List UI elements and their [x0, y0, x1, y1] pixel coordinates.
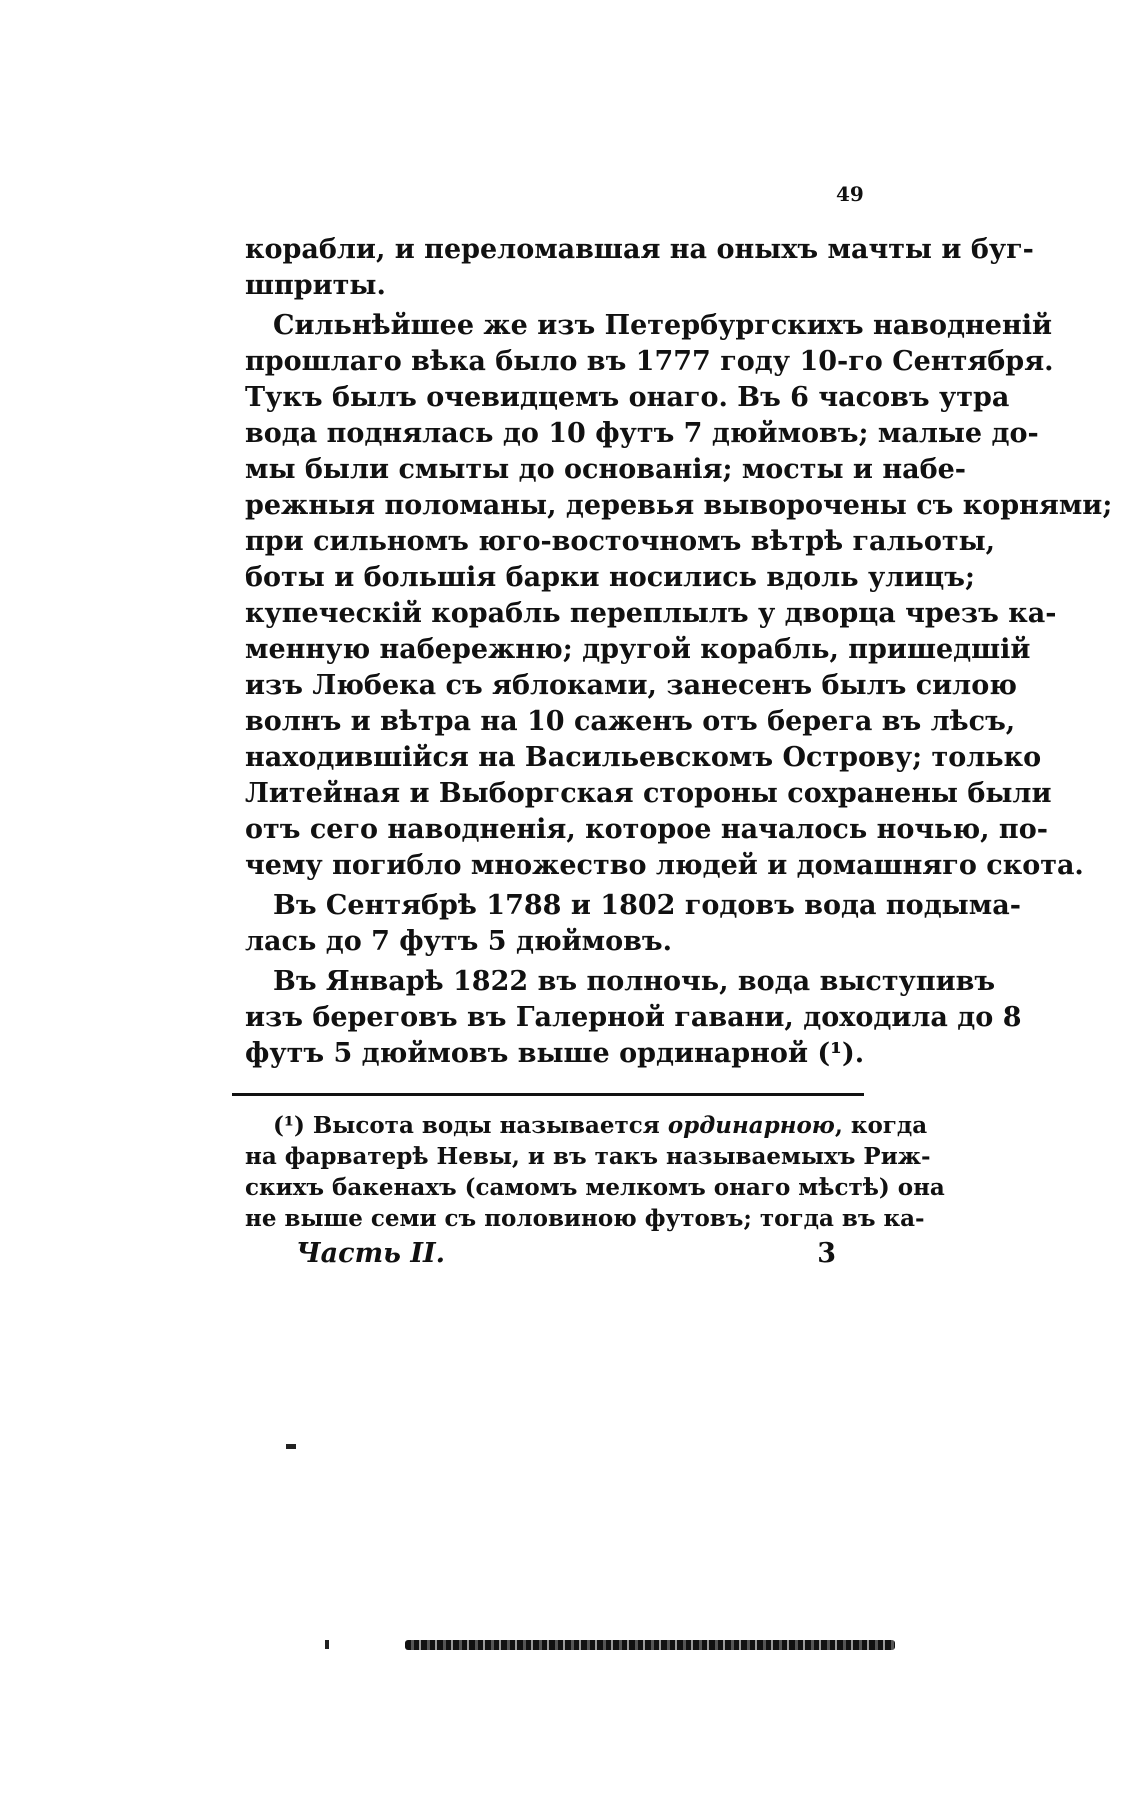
- text-line: волнъ и вѣтра на 10 саженъ отъ берега въ лѣсъ,: [245, 706, 1016, 737]
- text-line: Въ Сентябрѣ 1788 и 1802 годовъ вода подыма-: [273, 890, 1021, 921]
- text-line: Въ Январѣ 1822 въ полночь, вода выступивъ: [273, 966, 996, 997]
- text-line: боты и большія барки носились вдоль улицъ;: [245, 562, 975, 593]
- text-line: при сильномъ юго-восточномъ вѣтрѣ гальоты,: [245, 526, 996, 557]
- footnote: [245, 1110, 945, 1234]
- text-line: прошлаго вѣка было въ 1777 году 10-го Сентября.: [245, 346, 1054, 377]
- text-line: футъ 5 дюймовъ выше ординарной (¹).: [245, 1038, 865, 1069]
- part-label: Часть II.: [296, 1238, 446, 1269]
- text-line: вода поднялась до 10 футъ 7 дюймовъ; малые до-: [245, 418, 1039, 449]
- text-line: лась до 7 футъ 5 дюймовъ.: [245, 926, 672, 957]
- text-line: менную набережню; другой корабль, пришедшій: [245, 634, 1031, 665]
- footnote-line: [245, 1172, 945, 1203]
- printer-signature: [296, 1238, 836, 1269]
- text-line: купеческій корабль переплылъ у дворца чрезъ ка-: [245, 598, 1057, 629]
- text-line: чему погибло множество людей и домашняго скота.: [245, 850, 1084, 881]
- footnote-text: , когда: [834, 1112, 928, 1139]
- scan-edge-smudge: [405, 1640, 895, 1650]
- text-line: Тукъ былъ очевидцемъ онаго. Въ 6 часовъ утра: [245, 382, 1010, 413]
- footnote-emphasis: ординарною: [667, 1112, 835, 1139]
- text-line: находившійся на Васильевскомъ Острову; только: [245, 742, 1042, 773]
- text-line: корабли, и переломавшая на оныхъ мачты и буг-: [245, 234, 1034, 265]
- text-line: шприты.: [245, 270, 386, 301]
- text-line: мы были смыты до основанія; мосты и набе-: [245, 454, 966, 485]
- scan-speck: [286, 1444, 296, 1449]
- text-line: отъ сего наводненія, которое началось ночью, по-: [245, 814, 1048, 845]
- footnote-line: [245, 1110, 928, 1141]
- footnote-divider: [232, 1093, 864, 1096]
- footnote-line: [245, 1141, 931, 1172]
- text-line: Сильнѣйшее же изъ Петербургскихъ наводненій: [273, 310, 1052, 341]
- footnote-text: (¹) Высота воды называется: [273, 1112, 668, 1139]
- footnote-text: не выше семи съ половиною футовъ; тогда въ ка-: [245, 1205, 925, 1232]
- scan-speck: [325, 1640, 329, 1649]
- page-number: 49: [836, 182, 864, 206]
- footnote-text: на фарватерѣ Невы, и въ такъ называемыхъ Риж-: [245, 1143, 931, 1170]
- footnote-line: [245, 1203, 925, 1234]
- text-line: изъ Любека съ яблоками, занесенъ былъ силою: [245, 670, 1017, 701]
- text-line: изъ береговъ въ Галерной гавани, доходила до 8: [245, 1002, 1022, 1033]
- body-text: [245, 232, 1113, 1072]
- footnote-text: скихъ бакенахъ (самомъ мелкомъ онаго мѣстѣ) она: [245, 1174, 945, 1201]
- text-line: режныя поломаны, деревья выворочены съ корнями;: [245, 490, 1113, 521]
- text-line: Литейная и Выборгская стороны сохранены были: [245, 778, 1052, 809]
- sheet-number: 3: [817, 1238, 836, 1269]
